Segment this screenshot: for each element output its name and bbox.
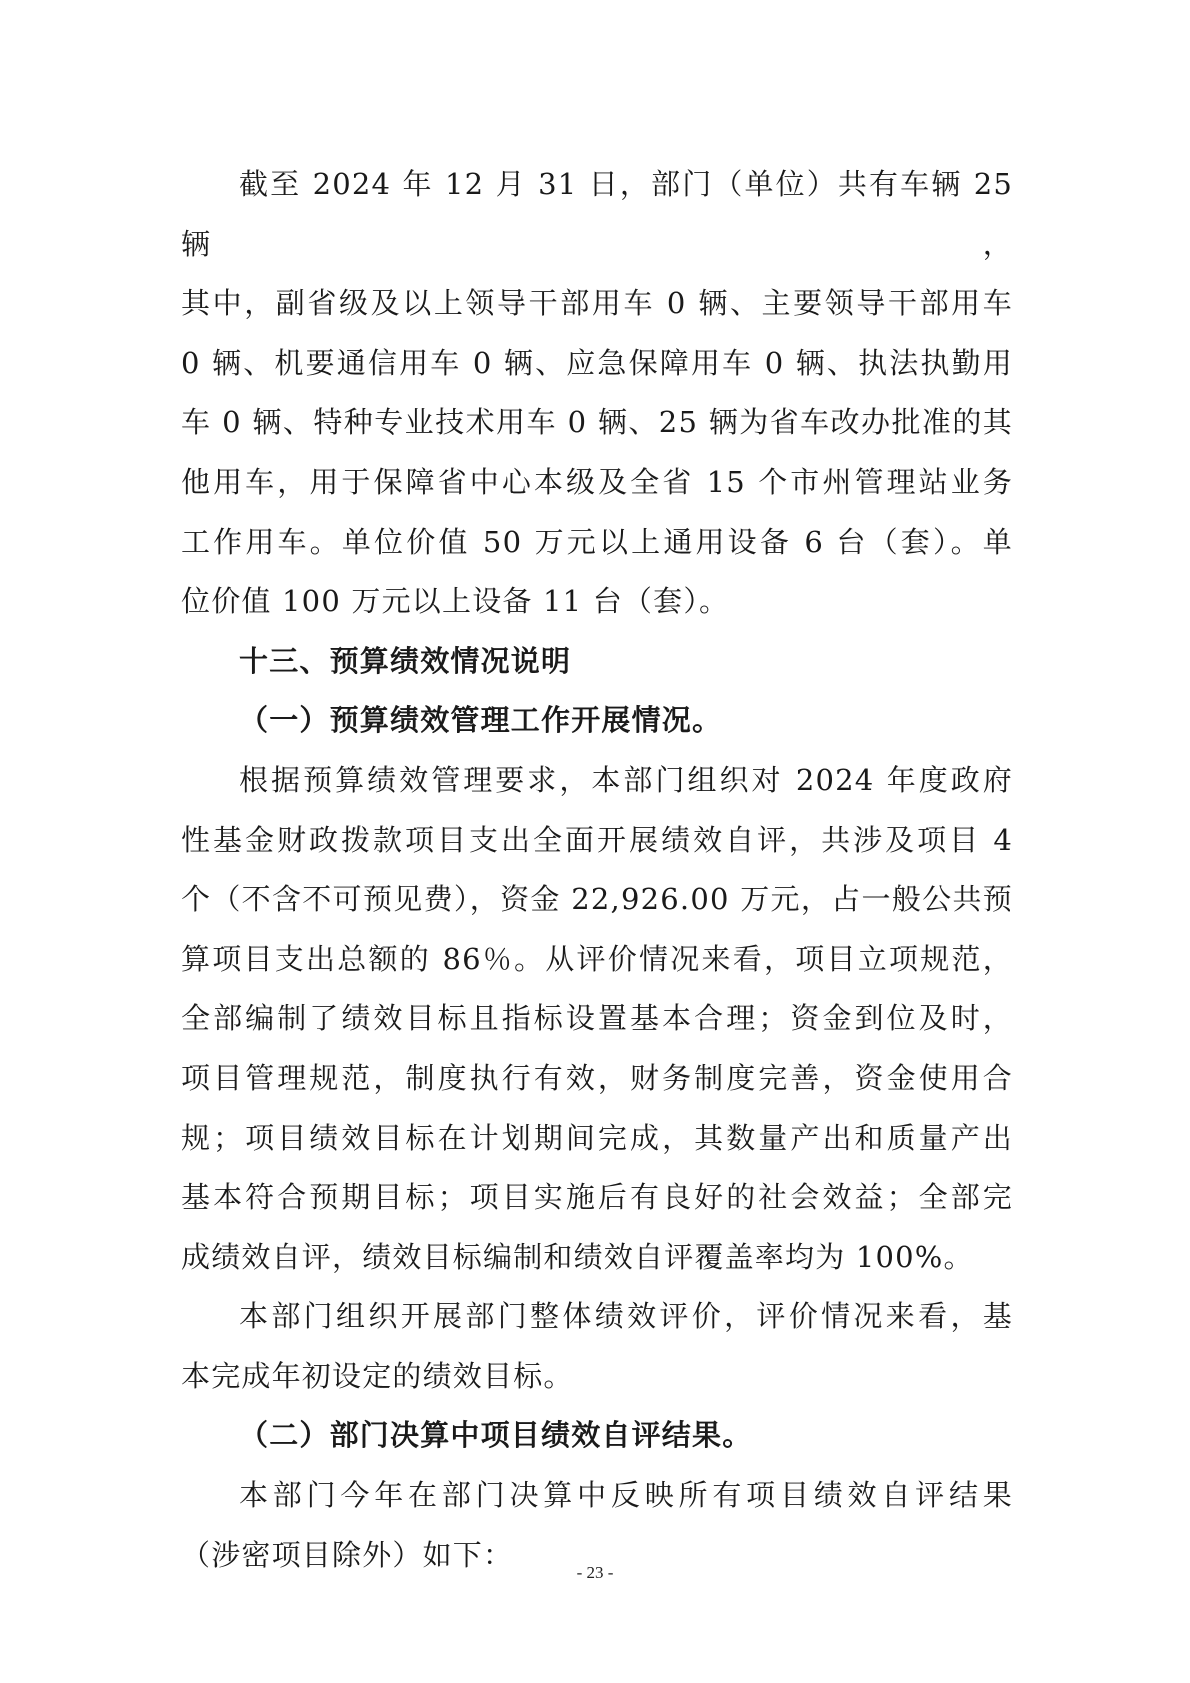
text-line: 工作用车。单位价值 50 万元以上通用设备 6 台（套）。单 (181, 524, 1013, 559)
text-line: 本完成年初设定的绩效目标。 (181, 1358, 574, 1393)
body-text (181, 155, 1013, 1585)
section-heading: 十三、预算绩效情况说明 (239, 643, 572, 678)
text-line: 本部门组织开展部门整体绩效评价，评价情况来看，基 (239, 1299, 1013, 1334)
subsection-heading-1: （一）预算绩效管理工作开展情况。 (239, 703, 723, 738)
text-line: 成绩效自评，绩效目标编制和绩效自评覆盖率均为 100%。 (181, 1239, 974, 1274)
text-line: 截至 2024 年 12 月 31 日，部门（单位）共有车辆 25 辆， (181, 167, 1013, 261)
text-line: （涉密项目除外）如下： (181, 1537, 514, 1572)
text-line: 性基金财政拨款项目支出全面开展绩效自评，共涉及项目 4 (181, 822, 1013, 857)
text-line: 根据预算绩效管理要求，本部门组织对 2024 年度政府 (239, 762, 1013, 797)
text-line: 规；项目绩效目标在计划期间完成，其数量产出和质量产出 (181, 1120, 1013, 1155)
text-line: 本部门今年在部门决算中反映所有项目绩效自评结果 (239, 1478, 1013, 1513)
text-line: 位价值 100 万元以上设备 11 台（套）。 (181, 584, 730, 619)
paragraph-performance (181, 751, 1013, 1287)
text-line: 他用车，用于保障省中心本级及全省 15 个市州管理站业务 (181, 464, 1013, 499)
paragraph-overall-evaluation (181, 1287, 1013, 1406)
text-line: 全部编制了绩效目标且指标设置基本合理；资金到位及时， (181, 1001, 1013, 1036)
paragraph-vehicles (181, 155, 1013, 632)
text-line: 车 0 辆、特种专业技术用车 0 辆、25 辆为省车改办批准的其 (181, 405, 1013, 440)
text-line: 0 辆、机要通信用车 0 辆、应急保障用车 0 辆、执法执勤用 (181, 345, 1013, 380)
text-line: 个（不含不可预见费），资金 22,926.00 万元，占一般公共预 (181, 882, 1013, 917)
subsection-heading-2: （二）部门决算中项目绩效自评结果。 (239, 1418, 753, 1453)
page-number: - 23 - (576, 1563, 614, 1582)
text-line: 其中，副省级及以上领导干部用车 0 辆、主要领导干部用车 (181, 286, 1013, 321)
text-line: 基本符合预期目标；项目实施后有良好的社会效益；全部完 (181, 1180, 1013, 1215)
text-line: 算项目支出总额的 86％。从评价情况来看，项目立项规范， (181, 941, 1013, 976)
text-line: 项目管理规范，制度执行有效，财务制度完善，资金使用合 (181, 1060, 1013, 1095)
